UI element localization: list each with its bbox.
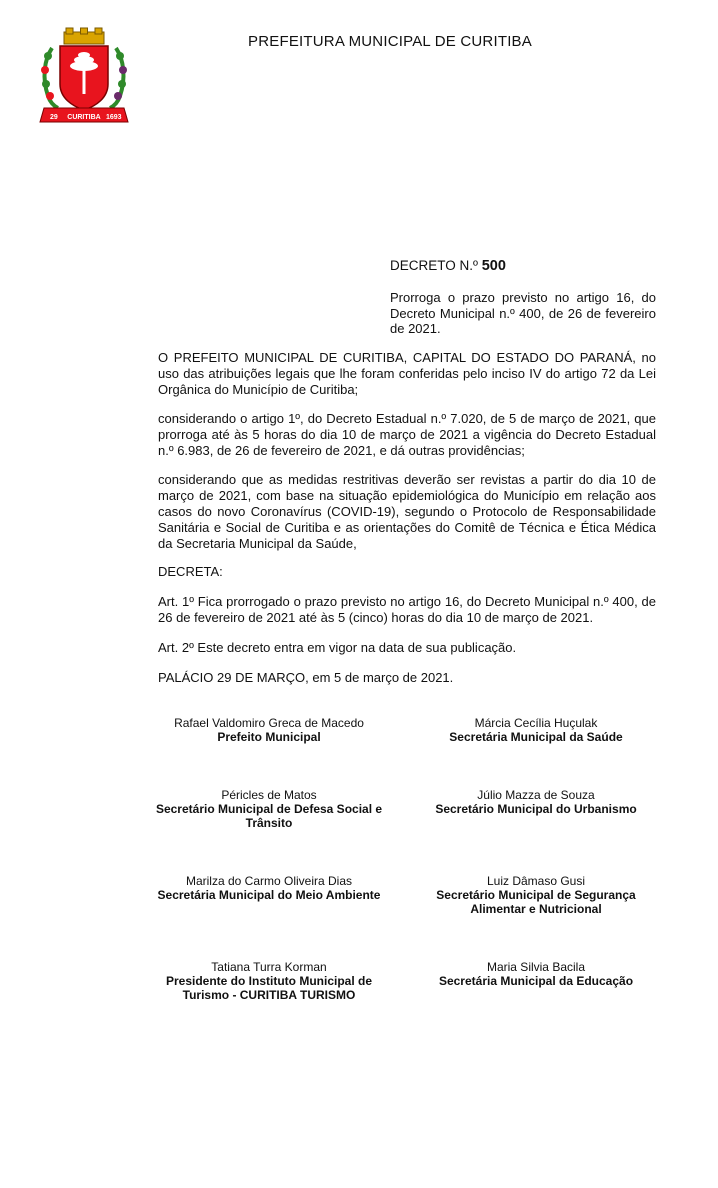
decreta-heading: DECRETA: bbox=[158, 564, 223, 579]
decree-number-value: 500 bbox=[481, 258, 506, 274]
crest-year-left: 29 bbox=[50, 114, 58, 121]
considering-paragraph-1: considerando o artigo 1º, do Decreto Estadual n.º 7.020, de 5 de março de 2021, que prorroga até às 5 horas do dia 10 de março de 2021 a vigência do Decreto Estadual n.º 6.983, de 26 de fevereiro de 2021, e dá outras providências; bbox=[158, 411, 656, 458]
signatory-role: Secretário Municipal de Segurança Alimentar e Nutricional bbox=[436, 888, 636, 916]
signatory-name: Luiz Dâmaso Gusi bbox=[486, 874, 586, 888]
signatory-name: Tatiana Turra Korman bbox=[211, 960, 327, 974]
signatory-role: Secretário Municipal do Urbanismo bbox=[435, 802, 637, 816]
considering-paragraph-2: considerando que as medidas restritivas deverão ser revistas a partir do dia 10 de março de 2021, com base na situação epidemiológica do Município em relação aos casos do novo Coronavírus (COVID-19), segundo o Protocolo de Responsabilidade Sanitária e Social de Curitiba e as orientações do Comitê de Técnica e Ética Médica da Secretaria Municipal da Saúde, bbox=[158, 472, 656, 551]
signatory-name: Péricles de Matos bbox=[221, 788, 317, 802]
closing-line: PALÁCIO 29 DE MARÇO, em 5 de março de 2021. bbox=[158, 670, 454, 685]
signature-block bbox=[418, 960, 654, 988]
signature-block bbox=[151, 788, 387, 830]
signatory-role: Presidente do Instituto Municipal de Turismo - CURITIBA TURISMO bbox=[165, 974, 372, 1002]
crest-city-name: CURITIBA bbox=[67, 114, 101, 121]
signatory-name: Maria Silvia Bacila bbox=[486, 960, 586, 974]
signature-block bbox=[151, 716, 387, 744]
page-header-title: PREFEITURA MUNICIPAL DE CURITIBA bbox=[248, 33, 532, 50]
signature-block bbox=[418, 788, 654, 816]
signatory-role: Prefeito Municipal bbox=[217, 730, 321, 744]
signatory-role: Secretária Municipal do Meio Ambiente bbox=[157, 888, 381, 902]
decree-label: DECRETO N.º bbox=[390, 258, 478, 273]
signatory-role: Secretária Municipal da Saúde bbox=[449, 730, 623, 744]
signature-block bbox=[418, 874, 654, 916]
crest-year-right: 1693 bbox=[106, 114, 122, 121]
decree-number bbox=[390, 258, 506, 274]
signatory-role: Secretária Municipal da Educação bbox=[438, 974, 634, 988]
signature-block bbox=[151, 960, 387, 1002]
signature-block bbox=[418, 716, 654, 744]
signatory-name: Marilza do Carmo Oliveira Dias bbox=[185, 874, 353, 888]
decree-summary: Prorroga o prazo previsto no artigo 16, do Decreto Municipal n.º 400, de 26 de fevereiro de 2021. bbox=[390, 290, 656, 336]
preamble-paragraph: O PREFEITO MUNICIPAL DE CURITIBA, CAPITAL DO ESTADO DO PARANÁ, no uso das atribuições legais que lhe foram conferidas pelo inciso IV do artigo 72 da Lei Orgânica do Município de Curitiba; bbox=[158, 350, 656, 397]
signatory-name: Márcia Cecília Huçulak bbox=[474, 716, 598, 730]
signatory-name: Júlio Mazza de Souza bbox=[477, 788, 595, 802]
article-2: Art. 2º Este decreto entra em vigor na data de sua publicação. bbox=[158, 640, 517, 655]
signatory-name: Rafael Valdomiro Greca de Macedo bbox=[174, 716, 364, 730]
signatory-role: Secretário Municipal de Defesa Social e Trânsito bbox=[155, 802, 383, 830]
article-1: Art. 1º Fica prorrogado o prazo previsto no artigo 16, do Decreto Municipal n.º 400, de 26 de fevereiro de 2021 até às 5 (cinco) horas do dia 10 de março de 2021. bbox=[158, 594, 656, 625]
signature-block bbox=[151, 874, 387, 902]
